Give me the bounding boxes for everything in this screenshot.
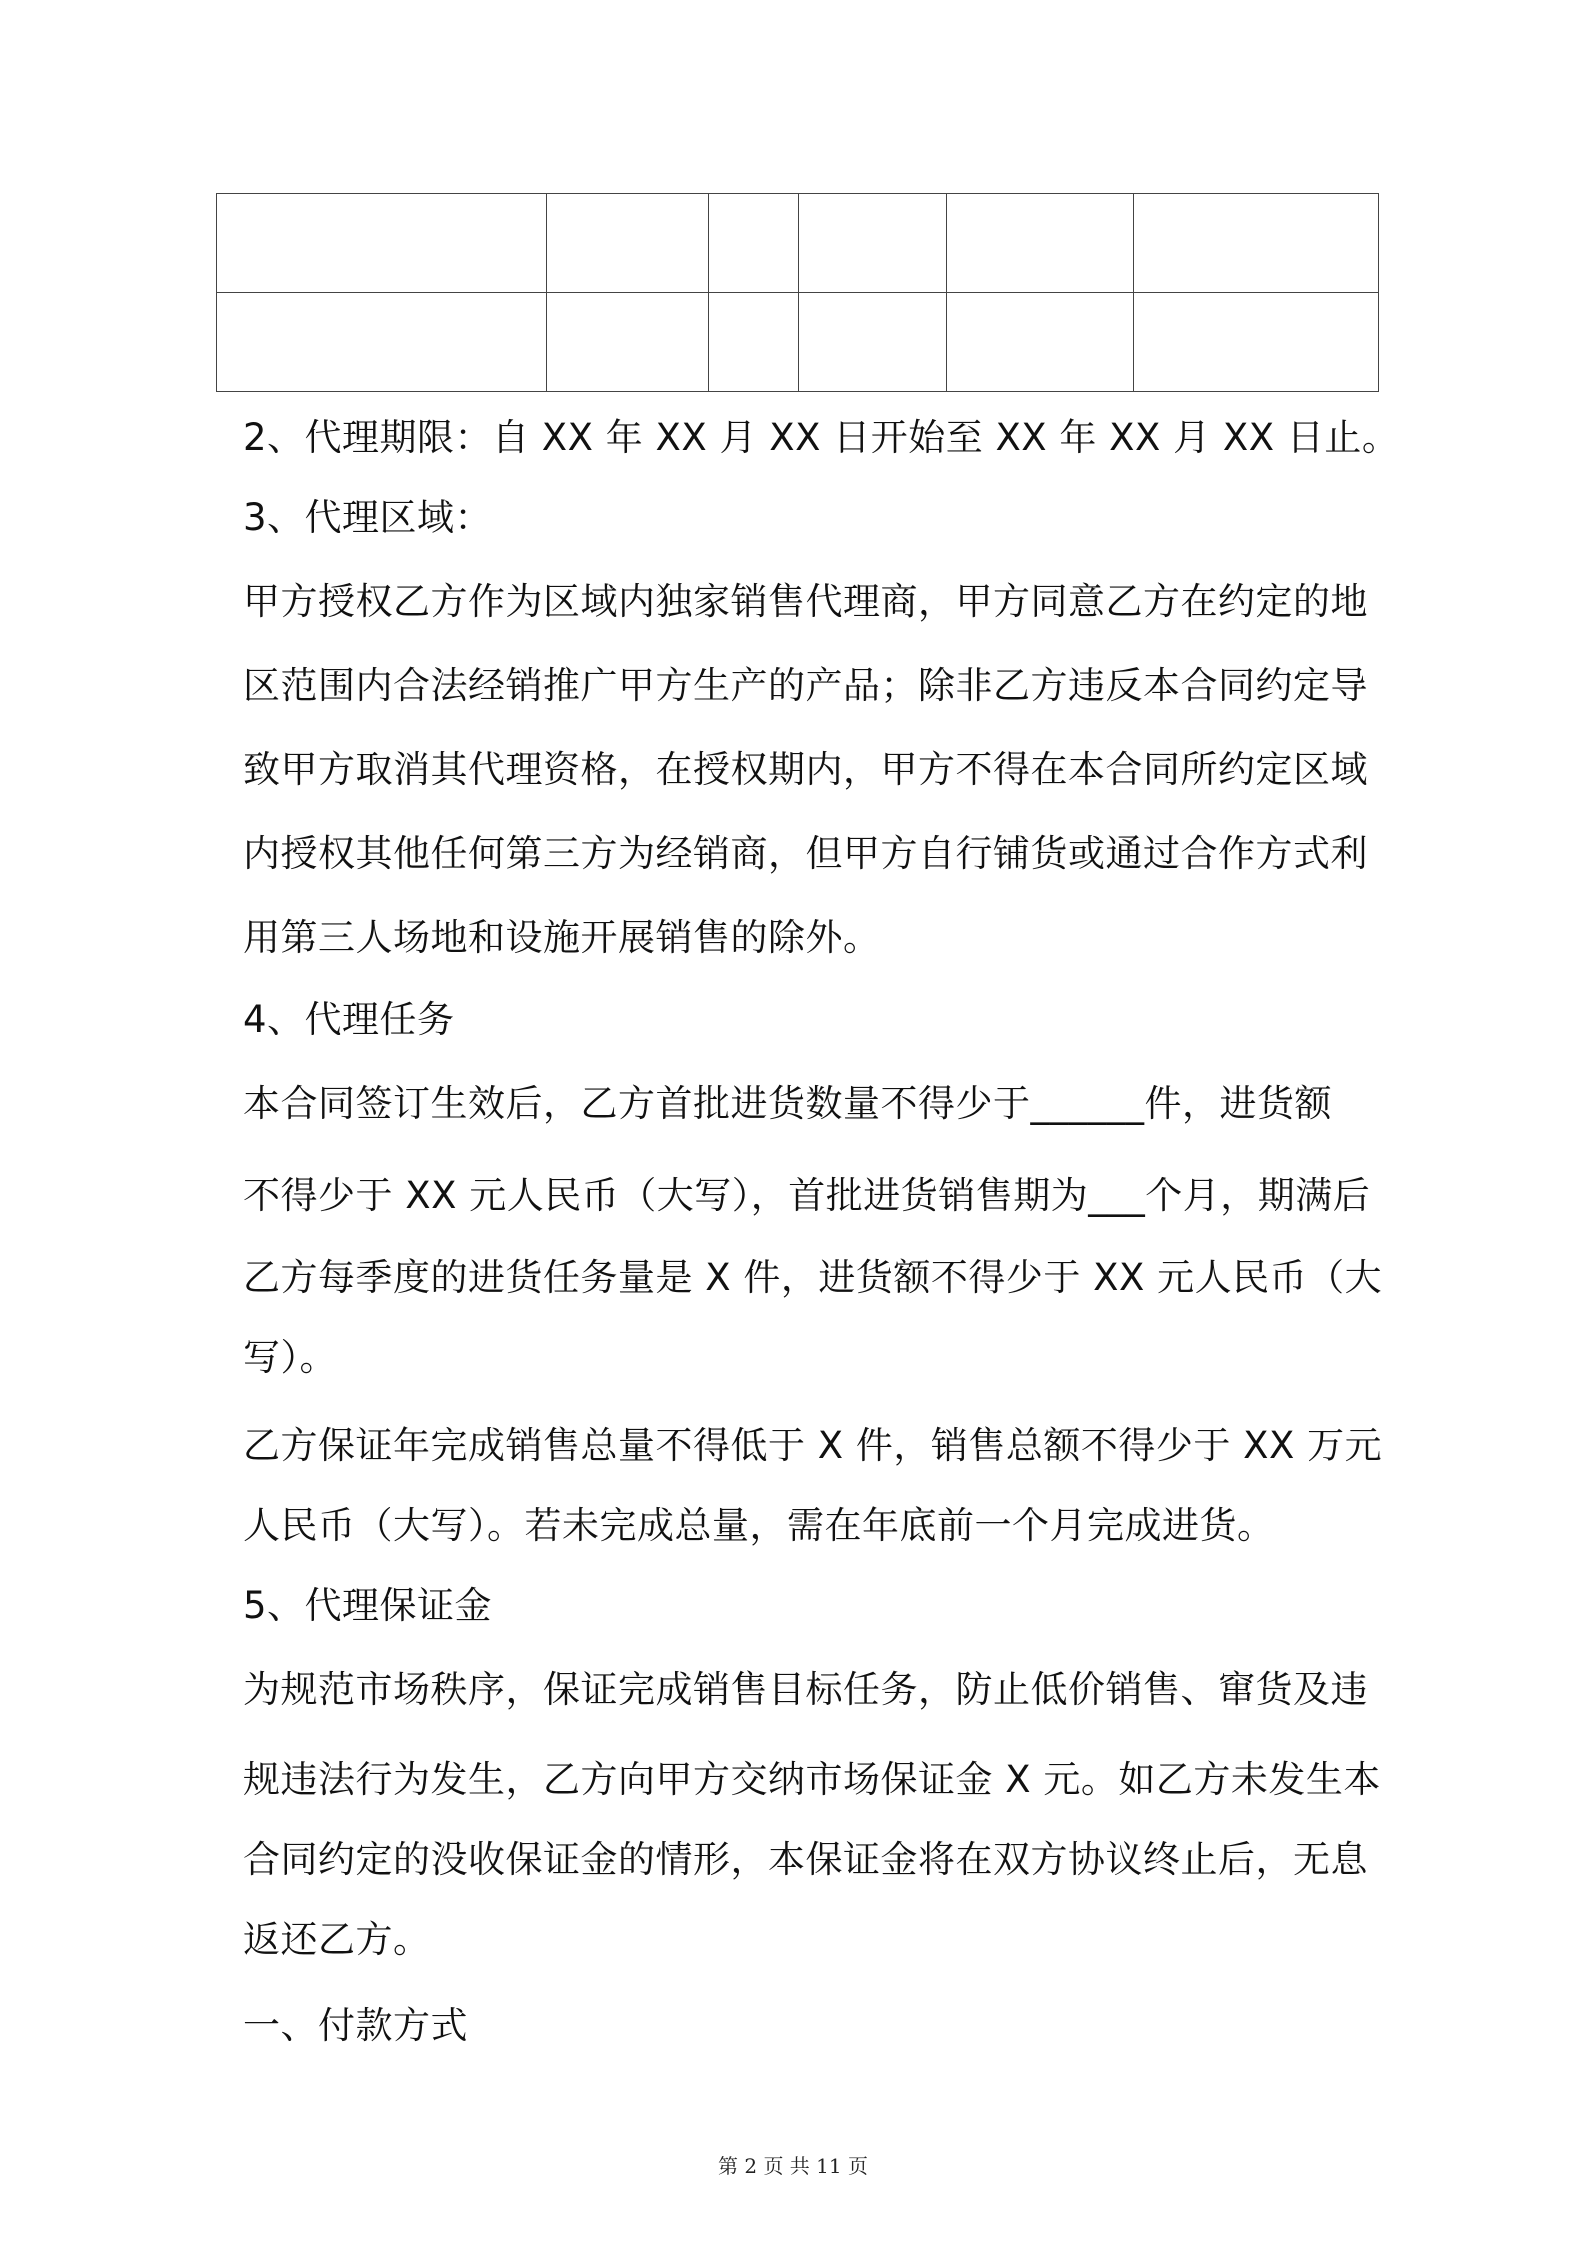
deposit-text-line: 为规范市场秩序，保证完成销售目标任务，防止低价销售、窜货及违 <box>243 1668 1368 1711</box>
table-cell <box>547 293 709 392</box>
table-cell <box>947 293 1134 392</box>
table-cell <box>947 194 1134 293</box>
table-cell <box>1134 194 1379 293</box>
table-cell <box>709 194 799 293</box>
region-text-line: 甲方授权乙方作为区域内独家销售代理商，甲方同意乙方在约定的地 <box>243 580 1368 623</box>
table-cell <box>709 293 799 392</box>
heading-deposit: 5、代理保证金 <box>243 1584 493 1627</box>
tasks-text-line: 乙方每季度的进货任务量是 X 件，进货额不得少于 XX 元人民币（大 <box>243 1256 1383 1299</box>
table-cell <box>1134 293 1379 392</box>
table-cell <box>217 293 547 392</box>
tasks-text-line: 乙方保证年完成销售总量不得低于 X 件，销售总额不得少于 XX 万元 <box>243 1424 1383 1467</box>
deposit-text-line: 规违法行为发生，乙方向甲方交纳市场保证金 X 元。如乙方未发生本 <box>243 1758 1381 1801</box>
heading-tasks: 4、代理任务 <box>243 998 455 1041</box>
table-cell <box>799 293 947 392</box>
table-row <box>217 194 1379 293</box>
deposit-text-line: 合同约定的没收保证金的情形，本保证金将在双方协议终止后，无息 <box>243 1838 1368 1881</box>
region-text-line: 区范围内合法经销推广甲方生产的产品；除非乙方违反本合同约定导 <box>243 664 1368 707</box>
tasks-text-line: 人民币（大写）。若未完成总量，需在年底前一个月完成进货。 <box>243 1504 1275 1547</box>
term-clause: 2、代理期限：自 XX 年 XX 月 XX 日开始至 XX 年 XX 月 XX 日止。 <box>243 416 1400 459</box>
heading-region: 3、代理区域： <box>243 496 493 539</box>
table-cell <box>799 194 947 293</box>
heading-payment: 一、付款方式 <box>243 2004 468 2047</box>
table-cell <box>547 194 709 293</box>
tasks-text-line: 写）。 <box>243 1336 337 1379</box>
deposit-text-line: 返还乙方。 <box>243 1918 431 1961</box>
tasks-text-line: 本合同签订生效后，乙方首批进货数量不得少于______件，进货额 <box>243 1082 1332 1125</box>
region-text-line: 用第三人场地和设施开展销售的除外。 <box>243 916 881 959</box>
table-row <box>217 293 1379 392</box>
region-text-line: 致甲方取消其代理资格，在授权期内，甲方不得在本合同所约定区域 <box>243 748 1368 791</box>
blank-table <box>216 193 1379 392</box>
tasks-text-line: 不得少于 XX 元人民币（大写），首批进货销售期为___个月，期满后 <box>243 1174 1371 1217</box>
page-footer: 第 2 页 共 11 页 <box>718 2154 868 2178</box>
region-text-line: 内授权其他任何第三方为经销商，但甲方自行铺货或通过合作方式利 <box>243 832 1368 875</box>
table-cell <box>217 194 547 293</box>
